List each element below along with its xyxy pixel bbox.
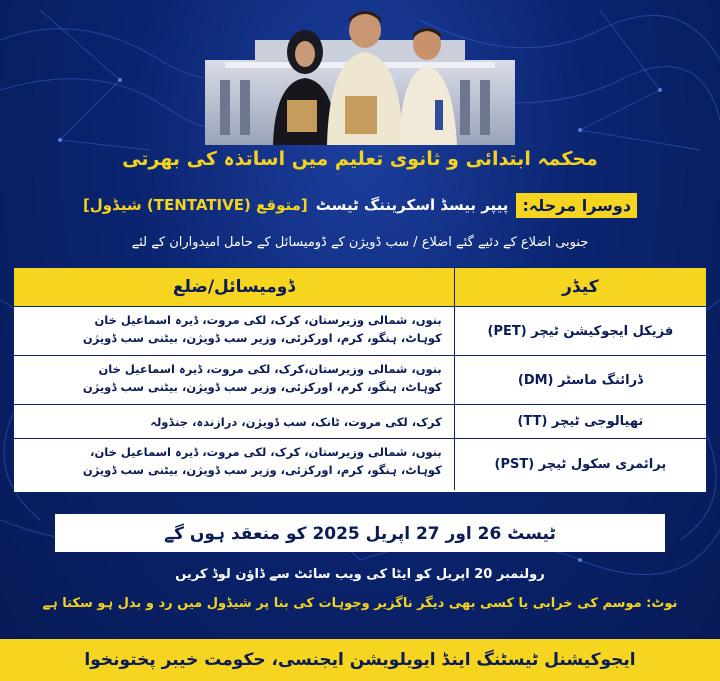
header-domicile: ڈومیسائل/ضلع [172, 277, 295, 297]
page-title: محکمہ ابتدائی و ثانوی تعلیم میں اساتذہ کی بھرتی [122, 148, 598, 170]
header-photo [195, 0, 525, 145]
schedule-table [13, 267, 707, 493]
domicile-line: کوہاٹ، ہنگو، کرم، اورکزئی، وزیر سب ڈویژن، بیٹنی سب ڈویژن [82, 331, 442, 345]
table-row [14, 404, 706, 438]
cadre-cell: پرائمری سکول ٹیچر (PST) [454, 439, 706, 490]
phase-tentative: [متوقع (TENTATIVE) شیڈول] [82, 196, 308, 214]
subtitle: جنوبی اضلاع کے دئیے گئے اضلاع / سب ڈویژن کے ڈومیسائل کے حامل امیدواران کے لئے [131, 235, 589, 250]
header-cadre: کیڈر [454, 268, 706, 306]
person-man-left [327, 11, 403, 145]
cadre-cell: تھیالوجی ٹیچر (TT) [454, 405, 706, 438]
domicile-cell [14, 405, 454, 438]
cadre-cell: فزیکل ایجوکیشن ٹیچر (PET) [454, 307, 706, 355]
domicile-line: کرک، لکی مروت، ٹانک، سب ڈویژن، درازندہ، جنڈولہ [150, 414, 442, 429]
footer-agency: ایجوکیشنل ٹیسٹنگ اینڈ ایویلویشن ایجنسی، حکومت خیبر پختونخوا [0, 639, 720, 681]
phase-heading [82, 190, 632, 220]
domicile-line: کوہاٹ، ہنگو، کرم، اورکزئی، وزیر سب ڈویژن، بیٹنی سب ڈویژن [82, 380, 442, 394]
domicile-line: کوہاٹ، ہنگو، کرم، اورکزئی، وزیر سب ڈویژن، بیٹنی سب ڈویژن [82, 463, 442, 477]
domicile-cell [14, 356, 454, 404]
test-date-banner: ٹیسٹ 26 اور 27 اپریل 2025 کو منعقد ہوں گے [55, 514, 665, 552]
phase-label: دوسرا مرحلہ: [516, 193, 637, 218]
roll-number-notice: رولنمبر 20 اپریل کو ایٹا کی ویب سائٹ سے ڈاؤن لوڈ کریں [175, 567, 545, 582]
domicile-cell [14, 307, 454, 355]
weather-note: نوٹ: موسم کی خرابی یا کسی بھی دیگر ناگزیر وجوہات کی بنا پر شیڈول میں رد و بدل ہو سکتا ہے [42, 596, 678, 611]
table-row [14, 355, 706, 404]
table-header [14, 268, 706, 306]
cadre-cell: ڈرائنگ ماسٹر (DM) [454, 356, 706, 404]
phase-text: پیپر بیسڈ اسکریننگ ٹیسٹ [315, 196, 509, 214]
domicile-cell [14, 439, 454, 490]
domicile-line: بنوں، شمالی وزیرستان، کرک، لکی مروت، ڈیرہ اسماعیل خان، [90, 445, 442, 459]
domicile-line: بنوں، شمالی وزیرستان، کرک، لکی مروت، ڈیرہ اسماعیل خان [94, 313, 442, 327]
table-row [14, 438, 706, 490]
domicile-line: بنوں، شمالی وزیرستان،کرک، لکی مروت، ڈیرہ اسماعیل خان [98, 362, 442, 376]
table-row [14, 306, 706, 355]
